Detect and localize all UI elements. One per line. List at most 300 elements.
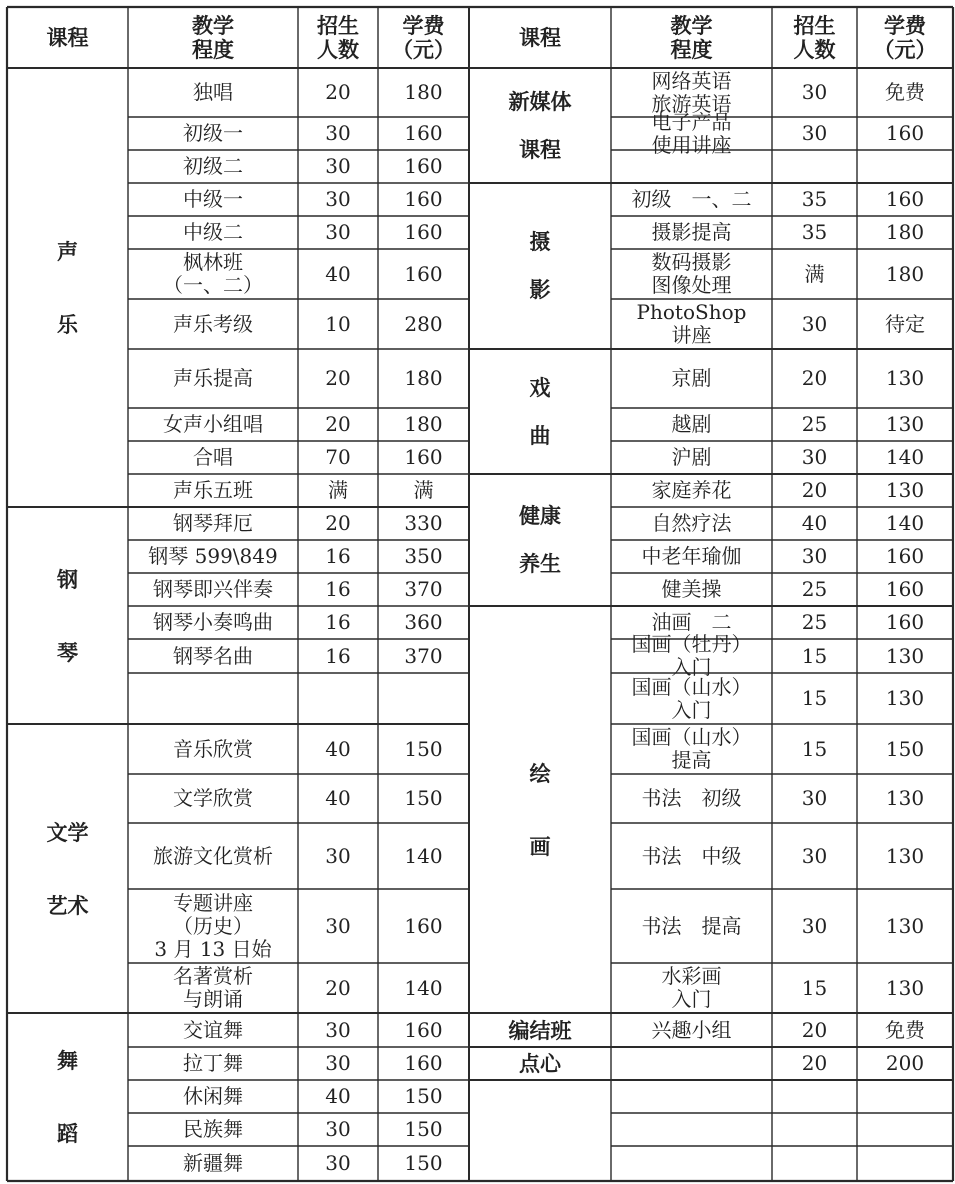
level-cell [612, 109, 771, 157]
cell-line: 中老年瑜伽 [641, 544, 742, 568]
fee-cell [379, 250, 468, 298]
fee-cell [379, 725, 468, 773]
fee-cell [379, 1147, 468, 1180]
cell-line: 20 [801, 478, 828, 502]
level-cell [612, 1114, 771, 1145]
cell-line: 蹈 [57, 1121, 78, 1146]
cell-line: 乐 [57, 311, 78, 337]
enrollment-cell [299, 250, 377, 298]
cell-line: 160 [885, 544, 925, 568]
cell-line: 程度 [670, 36, 713, 62]
fee-cell [379, 541, 468, 572]
cell-line: 健美操 [661, 577, 722, 601]
fee-cell [379, 151, 468, 182]
fee-cell [379, 300, 468, 348]
enrollment-cell [773, 300, 856, 348]
cell-line: 30 [801, 843, 828, 868]
header-course-right [470, 8, 610, 67]
level-cell [612, 964, 771, 1012]
cell-line: 30 [325, 220, 351, 244]
cell-line: 声乐提高 [173, 366, 253, 390]
cell-line: 140 [404, 843, 443, 868]
cell-line: 35 [801, 220, 828, 244]
fee-cell [858, 890, 952, 962]
cell-line: 25 [801, 610, 828, 634]
level-cell [612, 824, 771, 888]
level-cell [129, 725, 297, 773]
cell-line: 水彩画 [661, 964, 722, 988]
cell-line: 教学 [670, 12, 713, 38]
cell-line: 40 [801, 511, 828, 535]
level-cell [612, 1048, 771, 1079]
fee-cell [379, 442, 468, 473]
enrollment-cell [299, 674, 377, 723]
fee-cell [858, 475, 952, 506]
cell-line: 曲 [529, 422, 551, 448]
cell-line: 16 [325, 544, 351, 568]
cell-line: 3 月 13 日始 [154, 936, 272, 961]
enrollment-cell [299, 1014, 377, 1046]
fee-cell [858, 1147, 952, 1180]
fee-cell [379, 1114, 468, 1145]
cell-line: 待定 [885, 311, 925, 336]
enrollment-cell [299, 151, 377, 182]
enrollment-cell [773, 151, 856, 182]
cell-line: 入门 [671, 697, 712, 722]
category-right [470, 1081, 610, 1180]
level-cell [612, 775, 771, 822]
fee-cell [858, 1081, 952, 1112]
cell-line: 国画（山水） [631, 674, 752, 699]
level-cell [129, 250, 297, 298]
level-cell [129, 890, 297, 962]
level-cell [612, 300, 771, 348]
cell-line: 入门 [671, 655, 712, 679]
fee-cell [379, 508, 468, 539]
cell-line: 20 [325, 511, 351, 535]
cell-line: 40 [325, 261, 351, 286]
fee-cell [379, 1048, 468, 1079]
cell-line: 30 [801, 121, 828, 145]
cell-line: 戏 [529, 374, 551, 400]
cell-line: （一、二） [163, 273, 263, 297]
fee-cell [379, 217, 468, 248]
cell-line: 180 [885, 261, 925, 286]
fee-cell [379, 607, 468, 638]
cell-line: 30 [801, 786, 828, 810]
fee-cell [379, 69, 468, 116]
enrollment-cell [773, 607, 856, 638]
cell-line: 钢琴 599\849 [148, 544, 278, 568]
level-cell [612, 1014, 771, 1046]
cell-line: 30 [801, 80, 828, 104]
cell-line: 15 [801, 975, 828, 1000]
fee-cell [858, 574, 952, 605]
header-course-left [8, 8, 127, 67]
cell-line: 280 [404, 311, 443, 336]
enrollment-cell [299, 350, 377, 407]
cell-line: 180 [885, 220, 925, 244]
header-level-left [129, 8, 297, 67]
cell-line: 声 [57, 238, 78, 264]
cell-line: 130 [885, 913, 925, 938]
cell-line: 30 [801, 311, 828, 336]
level-cell [129, 674, 297, 723]
cell-line: 160 [885, 577, 925, 601]
header-level-right [612, 8, 771, 67]
cell-line: 30 [801, 544, 828, 568]
cell-line: 130 [885, 786, 925, 810]
category-right [470, 475, 610, 605]
cell-line: 声乐考级 [173, 311, 253, 336]
cell-line: 130 [885, 686, 925, 710]
cell-line: 150 [885, 736, 925, 761]
cell-line: 学费 [402, 12, 445, 38]
level-cell [129, 1147, 297, 1180]
level-cell [129, 69, 297, 116]
cell-line: 入门 [671, 987, 712, 1011]
level-cell [129, 1114, 297, 1145]
cell-line: 330 [404, 511, 443, 535]
cell-line: 课程 [519, 24, 561, 50]
cell-line: 140 [885, 511, 925, 535]
cell-line: 交谊舞 [183, 1017, 243, 1042]
cell-line: 画 [529, 833, 551, 859]
cell-line: 艺术 [46, 892, 89, 918]
cell-line: 课程 [46, 24, 89, 50]
enrollment-cell [299, 607, 377, 638]
cell-line: 20 [325, 412, 351, 436]
enrollment-cell [299, 184, 377, 215]
cell-line: 30 [325, 1051, 351, 1075]
cell-line: 180 [404, 366, 443, 390]
cell-line: 初级二 [183, 154, 243, 178]
level-cell [129, 475, 297, 506]
cell-line: 16 [325, 610, 351, 634]
cell-line: 160 [404, 261, 443, 286]
cell-line: 书法 初级 [641, 786, 742, 810]
cell-line: 与朗诵 [183, 987, 243, 1011]
level-cell [129, 409, 297, 440]
fee-cell [858, 725, 952, 773]
cell-line: 图像处理 [651, 273, 732, 297]
cell-line: 150 [404, 736, 443, 761]
enrollment-cell [299, 640, 377, 672]
enrollment-cell [773, 442, 856, 473]
cell-line: 新疆舞 [183, 1151, 243, 1175]
fee-cell [379, 824, 468, 888]
enrollment-cell [299, 300, 377, 348]
level-cell [612, 217, 771, 248]
level-cell [612, 475, 771, 506]
level-cell [129, 824, 297, 888]
level-cell [129, 607, 297, 638]
header-fee-left [379, 8, 468, 67]
cell-line: 20 [801, 1051, 828, 1075]
level-cell [129, 442, 297, 473]
cell-line: 电子产品 [651, 109, 732, 134]
cell-line: 16 [325, 577, 351, 601]
fee-cell [379, 674, 468, 723]
enrollment-cell [773, 775, 856, 822]
enrollment-cell [773, 350, 856, 407]
fee-cell [858, 674, 952, 723]
cell-line: 满 [328, 478, 348, 502]
level-cell [612, 1081, 771, 1112]
cell-line: 30 [325, 187, 351, 211]
enrollment-cell [773, 1048, 856, 1079]
enrollment-cell [299, 442, 377, 473]
level-cell [612, 151, 771, 182]
cell-line: 旅游文化赏析 [153, 843, 273, 868]
enrollment-cell [299, 1081, 377, 1112]
cell-line: 提高 [671, 748, 712, 772]
enrollment-cell [299, 1147, 377, 1180]
fee-cell [858, 217, 952, 248]
cell-line: 招生 [793, 12, 836, 38]
enrollment-cell [773, 250, 856, 298]
cell-line: 初级一 [183, 121, 243, 145]
enrollment-cell [299, 217, 377, 248]
cell-line: 30 [325, 1017, 351, 1042]
category-left [8, 508, 127, 723]
header-enrollment-right [773, 8, 856, 67]
cell-line: 网络英语 [651, 68, 732, 93]
cell-line: 编结班 [508, 1017, 572, 1043]
cell-line: 家庭养花 [651, 478, 732, 502]
level-cell [129, 1014, 297, 1046]
cell-line: （历史） [173, 913, 253, 938]
cell-line: 京剧 [671, 366, 712, 390]
cell-line: 女声小组唱 [163, 412, 263, 436]
fee-cell [858, 300, 952, 348]
level-cell [612, 184, 771, 215]
fee-cell [858, 151, 952, 182]
cell-line: 绘 [529, 760, 551, 786]
cell-line: 民族舞 [183, 1117, 243, 1141]
cell-line: 音乐欣赏 [173, 736, 253, 761]
cell-line: 160 [404, 1051, 443, 1075]
cell-line: 30 [325, 843, 351, 868]
cell-line: 旅游英语 [651, 91, 732, 116]
cell-line: 琴 [57, 639, 78, 665]
enrollment-cell [299, 409, 377, 440]
cell-line: 130 [885, 975, 925, 1000]
cell-line: 油画 二 [651, 610, 732, 634]
enrollment-cell [299, 118, 377, 149]
cell-line: 160 [404, 121, 443, 145]
fee-cell [858, 775, 952, 822]
category-left [8, 725, 127, 1012]
fee-cell [379, 350, 468, 407]
cell-line: 讲座 [671, 323, 712, 347]
level-cell [612, 541, 771, 572]
header-enrollment-left [299, 8, 377, 67]
level-cell [129, 1081, 297, 1112]
level-cell [612, 508, 771, 539]
enrollment-cell [773, 69, 856, 116]
cell-line: 中级二 [183, 220, 243, 244]
cell-line: 130 [885, 366, 925, 390]
cell-line: 140 [885, 445, 925, 469]
fee-cell [379, 475, 468, 506]
enrollment-cell [299, 1114, 377, 1145]
level-cell [612, 250, 771, 298]
cell-line: 影 [529, 277, 551, 302]
level-cell [612, 1147, 771, 1180]
cell-line: 25 [801, 412, 828, 436]
fee-cell [379, 1081, 468, 1112]
cell-line: 声乐五班 [173, 478, 253, 502]
cell-line: 30 [801, 913, 828, 938]
cell-line: 15 [801, 643, 828, 668]
category-right [470, 184, 610, 348]
cell-line: 40 [325, 736, 351, 761]
enrollment-cell [773, 1114, 856, 1145]
cell-line: 人数 [317, 36, 359, 62]
cell-line: （元） [392, 36, 455, 62]
cell-line: 招生 [317, 12, 359, 38]
fee-cell [379, 1014, 468, 1046]
cell-line: 教学 [192, 12, 234, 38]
enrollment-cell [773, 674, 856, 723]
enrollment-cell [773, 217, 856, 248]
level-cell [129, 964, 297, 1012]
level-cell [129, 508, 297, 539]
cell-line: 160 [404, 913, 443, 938]
cell-line: 程度 [192, 36, 234, 62]
cell-line: 35 [801, 187, 828, 211]
cell-line: 书法 中级 [641, 843, 742, 868]
enrollment-cell [299, 541, 377, 572]
cell-line: 25 [801, 577, 828, 601]
fee-cell [858, 964, 952, 1012]
cell-line: 名著赏析 [173, 964, 253, 988]
cell-line: 350 [404, 544, 443, 568]
level-cell [129, 574, 297, 605]
enrollment-cell [299, 775, 377, 822]
level-cell [129, 217, 297, 248]
cell-line: PhotoShop [636, 300, 747, 324]
fee-cell [379, 184, 468, 215]
enrollment-cell [773, 640, 856, 672]
cell-line: 30 [325, 913, 351, 938]
enrollment-cell [299, 475, 377, 506]
level-cell [129, 775, 297, 822]
level-cell [612, 69, 771, 116]
cell-line: 点心 [519, 1051, 561, 1076]
level-cell [129, 118, 297, 149]
enrollment-cell [773, 964, 856, 1012]
cell-line: 兴趣小组 [651, 1017, 732, 1042]
fee-cell [858, 250, 952, 298]
cell-line: 新媒体 [508, 88, 572, 114]
fee-cell [858, 1114, 952, 1145]
enrollment-cell [299, 1048, 377, 1079]
level-cell [612, 632, 771, 679]
enrollment-cell [773, 508, 856, 539]
cell-line: 15 [801, 686, 828, 710]
category-right [470, 1014, 610, 1046]
cell-line: 30 [801, 445, 828, 469]
cell-line: 150 [404, 1117, 443, 1141]
enrollment-cell [773, 475, 856, 506]
level-cell [612, 890, 771, 962]
cell-line: 20 [325, 80, 351, 104]
level-cell [612, 350, 771, 407]
cell-line: 学费 [884, 12, 926, 38]
enrollment-cell [773, 1147, 856, 1180]
fee-cell [379, 775, 468, 822]
cell-line: 200 [885, 1051, 925, 1075]
cell-line: 30 [325, 1117, 351, 1141]
cell-line: 合唱 [193, 445, 233, 469]
cell-line: 150 [404, 1084, 443, 1108]
cell-line: 360 [404, 610, 443, 634]
enrollment-cell [773, 541, 856, 572]
cell-line: 钢琴即兴伴奏 [153, 577, 273, 601]
cell-line: 舞 [57, 1048, 78, 1073]
level-cell [612, 409, 771, 440]
enrollment-cell [299, 574, 377, 605]
fee-cell [858, 640, 952, 672]
cell-line: 160 [404, 154, 443, 178]
cell-line: 160 [404, 187, 443, 211]
cell-line: 枫林班 [183, 250, 243, 274]
cell-line: 免费 [885, 80, 925, 104]
cell-line: 70 [325, 445, 351, 469]
level-cell [129, 1048, 297, 1079]
cell-line: 20 [801, 1017, 828, 1042]
cell-line: 160 [885, 187, 925, 211]
cell-line: 160 [404, 220, 443, 244]
cell-line: 370 [404, 577, 443, 601]
enrollment-cell [773, 890, 856, 962]
fee-cell [858, 1048, 952, 1079]
enrollment-cell [773, 184, 856, 215]
enrollment-cell [299, 890, 377, 962]
cell-line: 满 [413, 478, 434, 502]
cell-line: 40 [325, 786, 351, 810]
cell-line: 130 [885, 412, 925, 436]
level-cell [129, 151, 297, 182]
cell-line: 文学欣赏 [173, 786, 253, 810]
cell-line: 国画（牡丹） [631, 632, 752, 656]
level-cell [612, 725, 771, 773]
cell-line: 30 [325, 154, 351, 178]
category-left [8, 1014, 127, 1180]
cell-line: 文学 [46, 819, 89, 845]
fee-cell [858, 184, 952, 215]
cell-line: 越剧 [671, 412, 712, 436]
enrollment-cell [773, 824, 856, 888]
cell-line: 370 [404, 643, 443, 668]
level-cell [612, 574, 771, 605]
enrollment-cell [299, 824, 377, 888]
cell-line: 专题讲座 [173, 890, 253, 915]
cell-line: 人数 [793, 36, 836, 62]
cell-line: 课程 [519, 136, 561, 162]
cell-line: 160 [404, 1017, 443, 1042]
cell-line: 免费 [885, 1017, 925, 1042]
enrollment-cell [773, 1014, 856, 1046]
enrollment-cell [773, 118, 856, 149]
cell-line: （元） [873, 36, 937, 62]
enrollment-cell [773, 725, 856, 773]
header-fee-right [858, 8, 952, 67]
level-cell [129, 184, 297, 215]
cell-line: 钢 [57, 566, 78, 592]
